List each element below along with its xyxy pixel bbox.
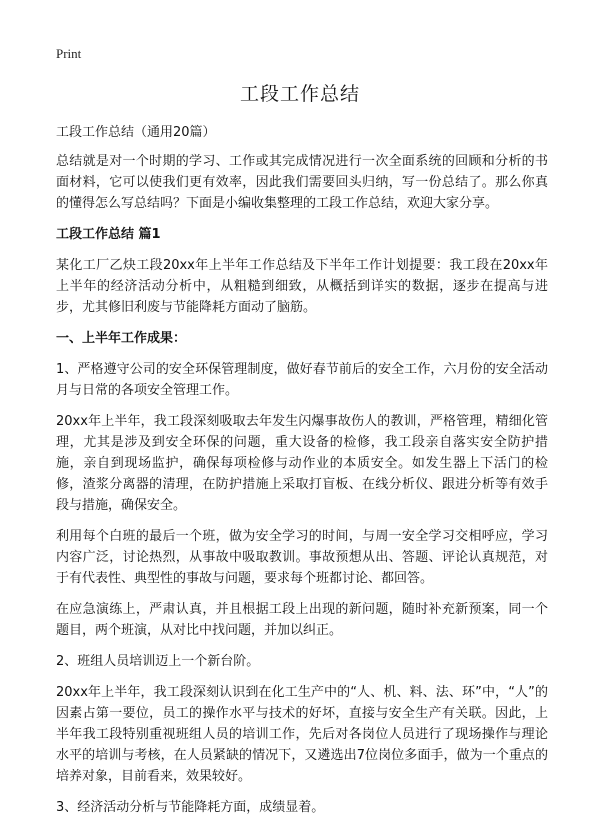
document-body [56,122,548,828]
page-title: 工段工作总结 [239,83,360,105]
intro-paragraph: 总结就是对一个时期的学习、工作或其完成情况进行一次全面系统的回顾和分析的书面材料，它可以使我们更有效率，因此我们需要回头归纳，写一份总结了。那么你真的懂得怎么写总结吗？下面是小编收集整理的工段工作总结，欢迎大家分享。 [56,154,548,211]
body-paragraph: 在应急演练上，严肃认真，并且根据工段上出现的新问题，随时补充新预案，同一个题目，两个班演，从对比中找问题，并加以纠正。 [56,602,548,638]
section-heading: 工段工作总结 篇1 [56,227,161,242]
print-link[interactable]: Print [56,46,82,61]
part-heading: 一、上半年工作成果： [56,331,187,346]
summary-paragraph: 某化工厂乙炔工段20xx年上半年工作总结及下半年工作计划提要：我工段在20xx年上半年的经济活动分析中，从粗糙到细致，从概括到详实的数据，逐步在提高与进步，尤其修旧利废与节能降耗方面动了脑筋。 [56,258,548,315]
body-paragraph: 20xx年上半年，我工段深刻吸取去年发生闪爆事故伤人的教训，严格管理，精细化管理，尤其是涉及到安全环保的问题，重大设备的检修，我工段亲自落实安全防护措施，亲自到现场监护，确保每项检修与动作业的本质安全。如发生器上下活门的检修，渣浆分离器的清理，在防护措施上采取打盲板、在线分析仪、跟进分析等有效手段与措施，确保安全。 [56,414,548,513]
document-subtitle: 工段工作总结（通用20篇） [56,125,216,140]
list-item: 1、严格遵守公司的安全环保管理制度，做好春节前后的安全工作，六月份的安全活动月与日常的各项安全管理工作。 [56,362,548,398]
body-paragraph: 20xx年上半年，我工段深刻认识到在化工生产中的“人、机、料、法、环”中，“人”的因素占第一要位，员工的操作水平与技术的好坏，直接与安全生产有关联。因此，上半年我工段特别重视班组人员的培训工作，先后对各岗位人员进行了现场操作与理论水平的培训与考核，在人员紧缺的情况下，又遴选出7位岗位多面手，做为一个重点的培养对象，目前看来，效果较好。 [56,685,548,784]
list-item: 3、经济活动分析与节能降耗方面，成绩显着。 [56,800,325,815]
body-paragraph: 利用每个白班的最后一个班，做为安全学习的时间，与周一安全学习交相呼应，学习内容广泛，讨论热烈，从事故中吸取教训。事故预想从出、答题、评论认真规范，对于有代表性、典型性的事故与问题，要求每个班都讨论、都回答。 [56,529,548,586]
list-item: 2、班组人员培训迈上一个新台阶。 [56,654,260,669]
